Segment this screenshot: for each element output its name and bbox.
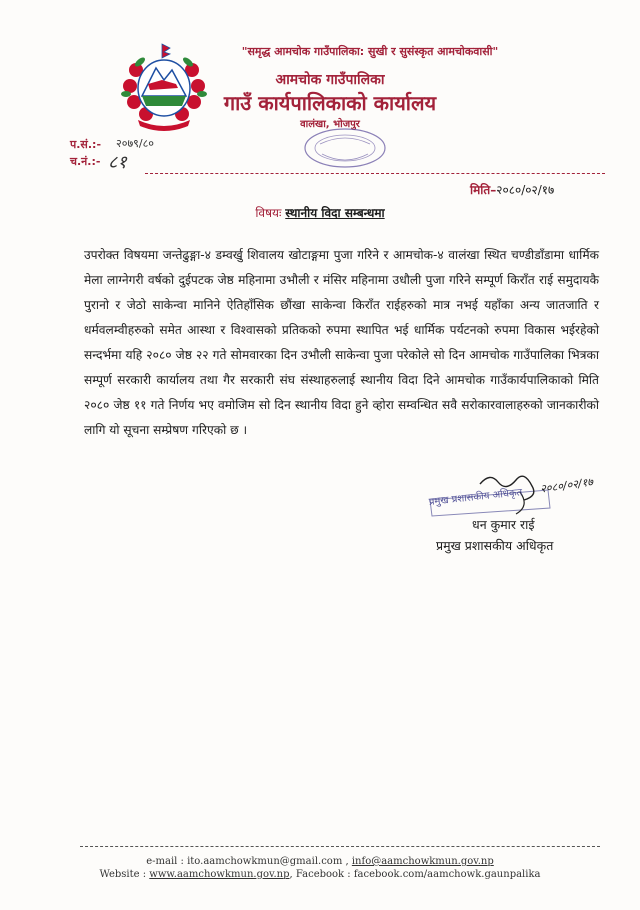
chalani-number-value: ८१ [108, 152, 127, 173]
subject-label: विषयः [255, 206, 282, 220]
website-link[interactable]: www.aamchowkmun.gov.np [149, 869, 290, 880]
signature-date: २०८०/०२/१७ [539, 475, 594, 496]
email-link-2[interactable]: info@aamchowkmun.gov.np [351, 856, 494, 867]
date-label: मिति– [470, 183, 497, 197]
footer-email-line [0, 856, 640, 867]
letter-date [470, 181, 554, 198]
email-link-1[interactable]: ito.aamchowkmun@gmail.com [187, 856, 343, 867]
email-separator: , [342, 856, 352, 867]
facebook-link[interactable]: facebook.com/aamchowk.gaunpalika [353, 869, 541, 880]
footer-website-line [0, 869, 640, 880]
header-divider [145, 173, 605, 174]
signatory-designation: प्रमुख प्रशासकीय अधिकृत [436, 538, 554, 553]
patra-sankhya-value: २०७९/८० [116, 137, 155, 150]
organization-name: आमचोक गाउँपालिका [275, 72, 385, 88]
office-name: गाउँ कार्यपालिकाको कार्यालय [223, 91, 437, 115]
patra-sankhya-label: प.सं.:- [70, 138, 102, 151]
email-label: e-mail : [146, 856, 188, 867]
date-value: २०८०/०२/१७ [496, 183, 555, 197]
facebook-label: , Facebook : [289, 869, 354, 880]
footer-divider [80, 846, 600, 847]
office-stamp-icon [300, 126, 390, 170]
chalani-number-label: च.नं.:- [70, 155, 101, 168]
signature-stamp-text: प्रमुख प्रशासकीय अधिकृत [428, 487, 523, 508]
slogan: "समृद्ध आमचोक गाउँपालिका: सुखी र सुसंस्कृत आमचोकवासी" [241, 45, 499, 58]
letter-body: उपरोक्त विषयमा जन्तेढुङ्गा-४ डम्वर्खु शिवालय खोटाङ्गमा पुजा गरिने र आमचोक-४ वालंखा स्थित चण्डीडाँडामा धार्मिक मेला लाग्नेगरी वर्षको दुईपटक जेष्ठ महिनामा उभौली र मंसिर महिनामा उधौली पुजा गरिने सम्पूर्ण किराँत राई समुदायकै पुरानो र जेठो साकेन्वा मानिने ऐतिहाँसिक छौंखा साकेन्वा किराँत राईहरुको मात्र नभई यहाँका अन्य जातजाति र धर्मवलम्वीहरुको समेत आस्था र विश्वासको प्रतिकको रुपमा स्थापित भई धार्मिक पर्यटनको रुपमा विकास भईरहेको सन्दर्भमा यहि २०८० जेष्ठ २२ गते सोमवारका दिन उभौली साकेन्वा पुजा परेकोले सो दिन आमचोक गाउँपालिका भित्रका सम्पूर्ण सरकारी कार्यालय तथा गैर सरकारी संघ संस्थाहरुलाई स्थानीय विदा दिने आमचोक गाउँकार्यपालिकाको मिति २०८० जेष्ठ ११ गते निर्णय भए वमोजिम सो दिन स्थानीय विदा हुने व्होरा सम्वन्धित सवै सरोकारवालाहरुको जानकारीको लागि यो सूचना सम्प्रेषण गरिएको छ । [84, 248, 599, 437]
subject-value: स्थानीय विदा सम्बन्धमा [285, 206, 385, 220]
website-label: Website : [99, 869, 150, 880]
signatory-name: धन कुमार राई [472, 517, 535, 532]
office-address: वालंखा, भोजपुर [300, 119, 360, 130]
subject-line [0, 204, 640, 221]
